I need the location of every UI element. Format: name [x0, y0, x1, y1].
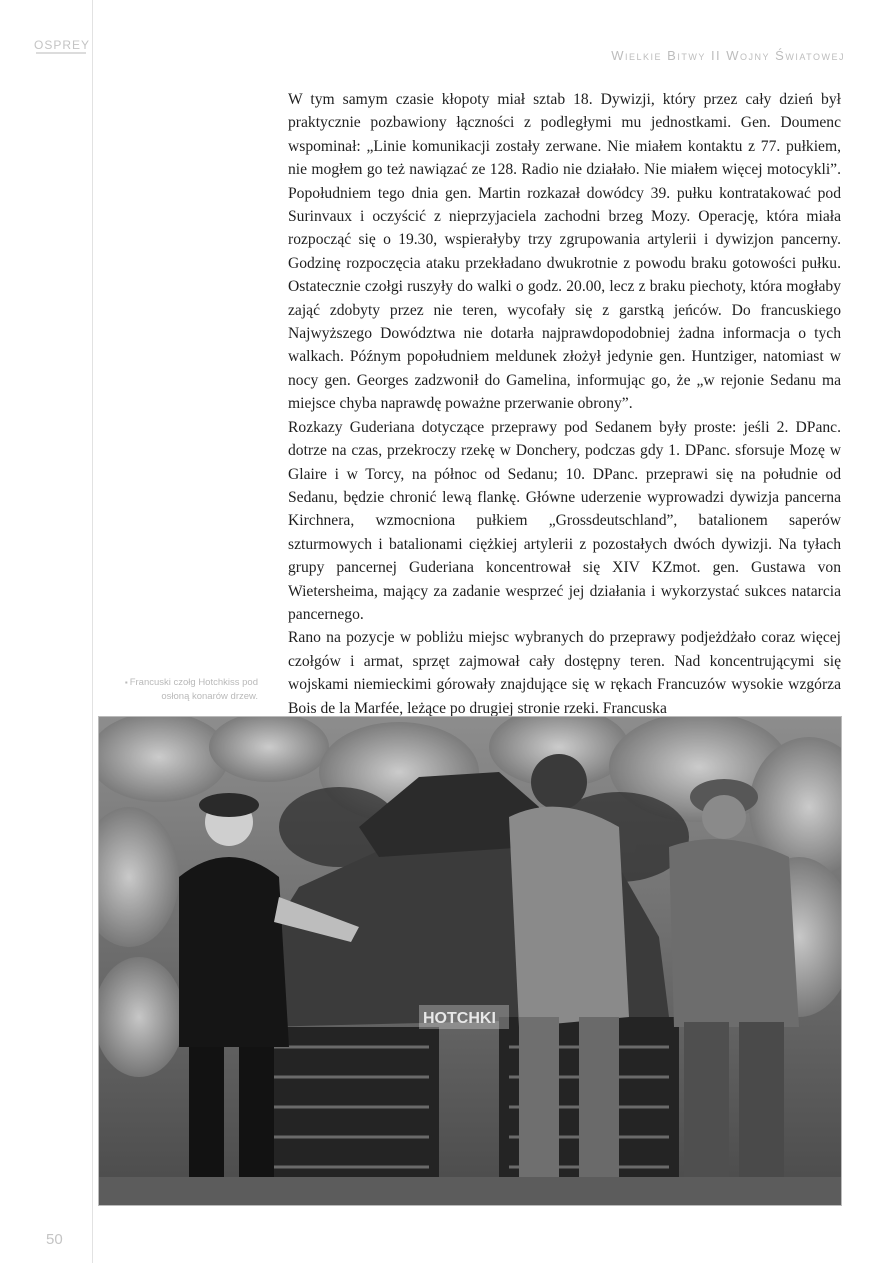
- page-number: 50: [46, 1231, 63, 1248]
- running-head: Wielkie Bitwy II Wojny Światowej: [611, 48, 845, 63]
- body-text: [288, 88, 841, 720]
- caption-marker: ▪: [124, 678, 128, 687]
- publisher-logo: OSPREY: [34, 38, 91, 52]
- photo-caption: [104, 676, 258, 704]
- tank-plate-text: HOTCHKI: [423, 1010, 496, 1027]
- paragraph: Rozkazy Guderiana dotyczące przeprawy pod Sedanem były proste: jeśli 2. DPanc. dotrze na czas, przekroczy rzekę w Donchery, podczas gdy 1. DPanc. sforsuje Mozę w Glaire i w Torcy, na północ od Sedanu; 10. DPanc. przeprawi się na południe od Sedanu, będzie chronić lewą flankę. Główne uderzenie wyprowadzi dywizja pancerna Kirchnera, wzmocniona pułkiem „Grossdeutschland”, batalionem saperów szturmowych i batalionami ciężkiej artylerii z pozostałych dwóch dywizji. Na tyłach grupy pancernej Guderiana koncentrował się XIV KZmot. gen. Gustawa von Wietersheima, mający za zadanie wesprzeć jej działania i wykorzystać sukces natarcia pancernego.: [288, 418, 841, 623]
- photo-tank: [98, 716, 842, 1206]
- caption-text: Francuski czołg Hotchkiss pod osłoną konarów drzew.: [129, 677, 258, 702]
- paragraph: W tym samym czasie kłopoty miał sztab 18. Dywizji, który przez cały dzień był praktycznie pozbawiony łączności z podległymi mu jednostkami. Gen. Doumenc wspominał: „Linie komunikacji zostały zerwane. Nie miałem kontaktu z 77. pułkiem, nie mogłem go też nawiązać ze 128. Radio nie działało. Nie miałem więcej motocykli”. Popołudniem tego dnia gen. Martin rozkazał dowódcy 39. pułku kontratakować pod Surinvaux i oczyścić z nieprzyjaciela zachodni brzeg Mozy. Operację, która miała rozpocząć się o 19.30, wspierałyby trzy zgrupowania artylerii i dywizjon pancerny. Godzinę rozpoczęcia ataku przekładano dwukrotnie z powodu braku gotowości pułku. Ostatecznie czołgi ruszyły do walki o godz. 20.00, lecz z braku piechoty, która mogłaby zająć zdobyty przez nie teren, wycofały się z garstką jeńców. Do francuskiego Najwyższego Dowództwa nie dotarła najprawdopodobniej żadna informacja o tych walkach. Późnym popołudniem meldunek złożył jedynie gen. Huntziger, natomiast w nocy gen. Georges zadzwonił do Gamelina, informując go, że „w rejonie Sedanu ma miejsce chyba naprawdę poważne przerwanie obrony”.: [288, 91, 841, 413]
- paragraph: Rano na pozycje w pobliżu miejsc wybranych do przeprawy podjeżdżało coraz więcej czołgów i armat, sprzęt zajmował cały dostępny teren. Nad koncentrującymi się wojskami niemieckimi górowały znajdujące się w rękach Francuzów wysokie wzgórza Bois de la Marfée, leżące po drugiej stronie rzeki. Francuska: [288, 629, 841, 717]
- photo-image: [99, 717, 841, 1205]
- margin-rule: [92, 0, 93, 1263]
- publisher-logo-underline: [36, 52, 86, 54]
